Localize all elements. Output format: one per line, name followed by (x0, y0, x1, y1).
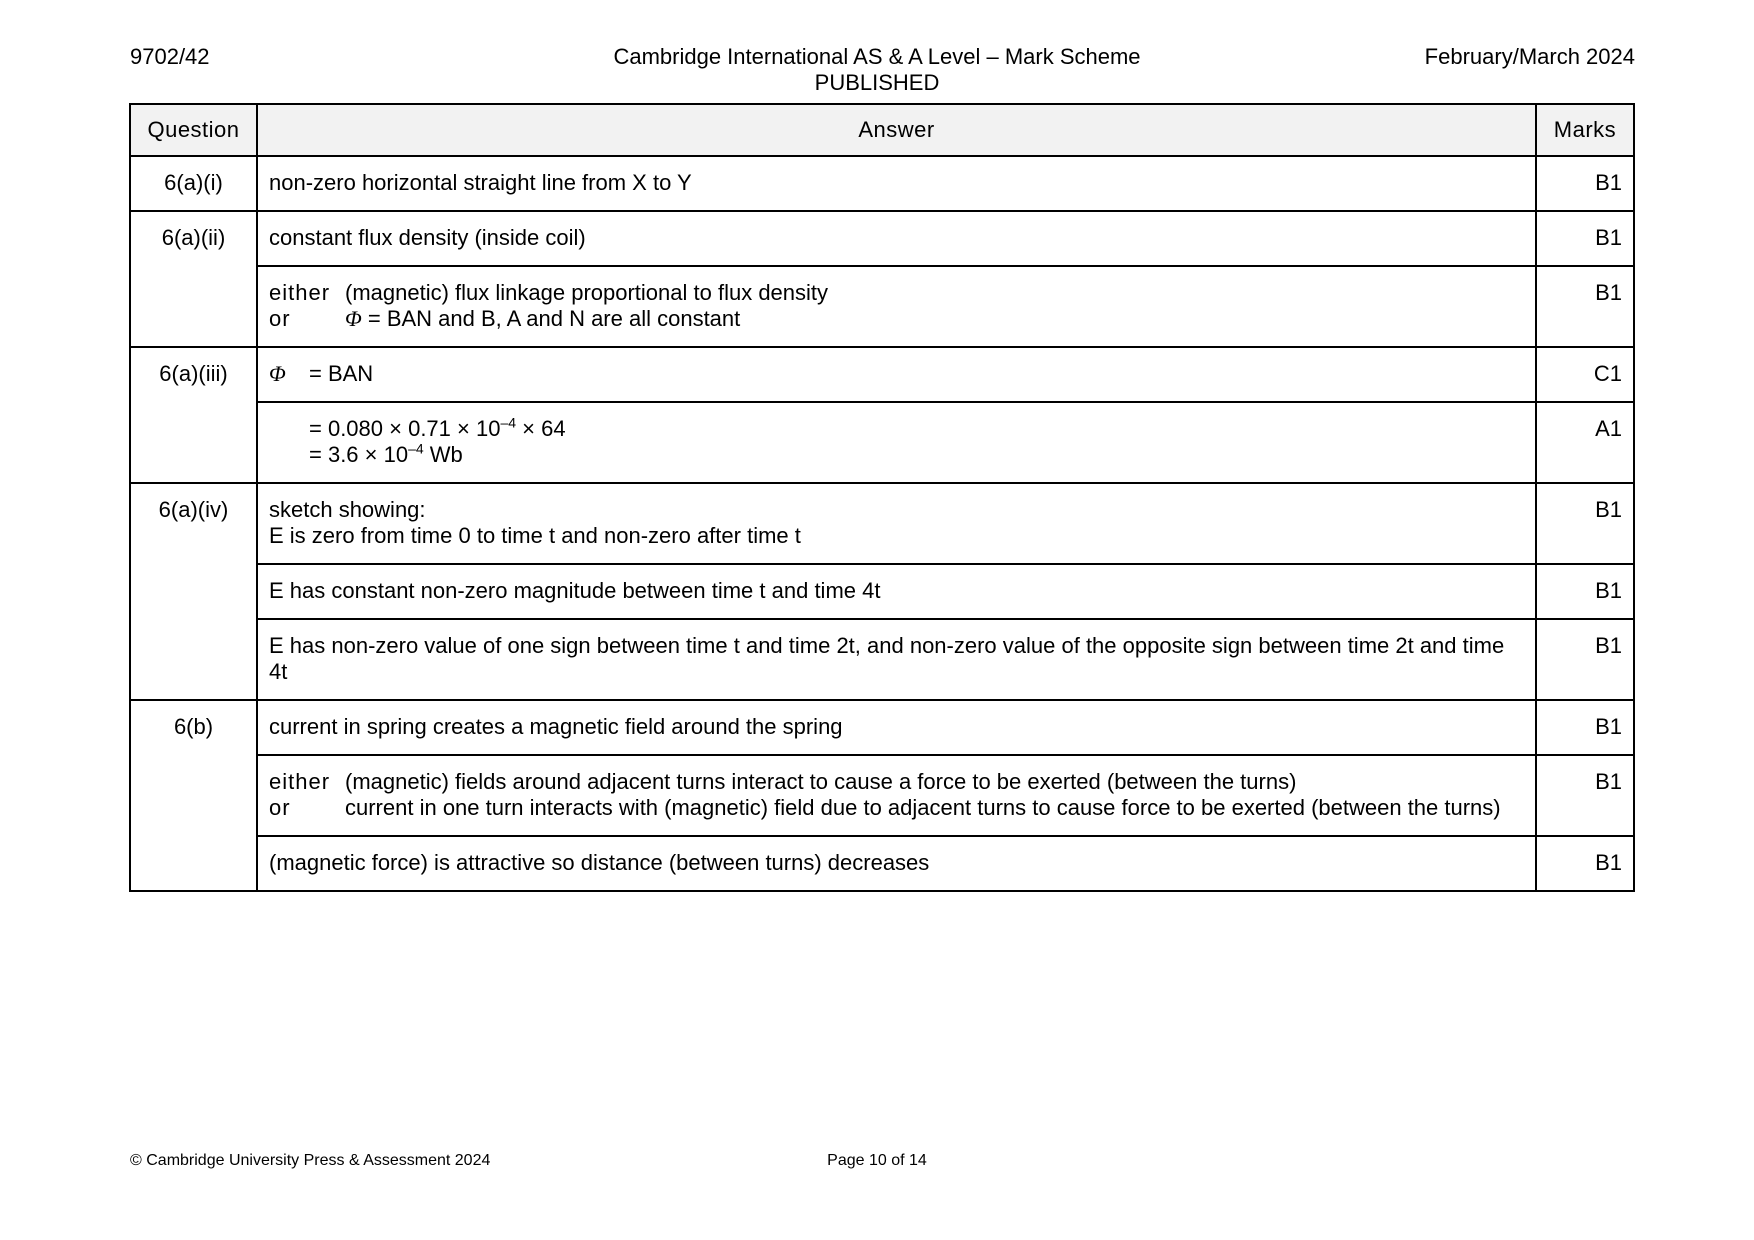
answer-cell: (magnetic force) is attractive so distance (between turns) decreases (257, 836, 1536, 891)
phi-symbol: Φ (269, 361, 286, 386)
table-row (130, 564, 1634, 619)
question-number: 6(a)(iii) (130, 347, 257, 483)
phi-symbol: Φ (345, 306, 362, 331)
table-row (130, 619, 1634, 700)
mark-cell: A1 (1536, 402, 1634, 483)
answer-cell (257, 347, 1536, 402)
mark-cell: B1 (1536, 156, 1634, 211)
answer-line: E is zero from time 0 to time t and non-zero after time t (269, 523, 801, 548)
question-number: 6(a)(i) (130, 156, 257, 211)
mark-cell: C1 (1536, 347, 1634, 402)
calculation-line (269, 416, 1524, 442)
question-number: 6(a)(iv) (130, 483, 257, 700)
mark-cell: B1 (1536, 836, 1634, 891)
or-text: current in one turn interacts with (magnetic) field due to adjacent turns to cause force to be exerted (between the turns) (345, 795, 1501, 820)
calc-part: × 64 (516, 416, 566, 441)
either-text: (magnetic) fields around adjacent turns interact to cause a force to be exerted (between the turns) (345, 769, 1297, 794)
marks-column-header: Marks (1536, 104, 1634, 156)
published-label: PUBLISHED (814, 70, 940, 95)
question-number: 6(a)(ii) (130, 211, 257, 347)
table-row (130, 266, 1634, 347)
either-label: either (269, 280, 331, 305)
table-row (130, 347, 1634, 402)
either-line (269, 769, 1524, 795)
calc-part: Wb (423, 442, 463, 467)
answer-cell: E has constant non-zero magnitude between time t and time 4t (257, 564, 1536, 619)
mark-cell: B1 (1536, 266, 1634, 347)
document-title-line: Cambridge International AS & A Level – Mark Scheme (613, 44, 1141, 69)
answer-cell (257, 266, 1536, 347)
mark-scheme-table (129, 103, 1635, 892)
mark-cell: B1 (1536, 755, 1634, 836)
either-label: either (269, 769, 331, 794)
mark-cell: B1 (1536, 700, 1634, 755)
equation-text: = BAN (309, 361, 374, 386)
or-label: or (269, 795, 291, 820)
answer-cell (257, 402, 1536, 483)
exam-session: February/March 2024 (1424, 44, 1635, 69)
table-row (130, 156, 1634, 211)
table-row (130, 836, 1634, 891)
table-row (130, 755, 1634, 836)
copyright-notice: © Cambridge University Press & Assessment 2024 (130, 1152, 491, 1169)
mark-cell: B1 (1536, 483, 1634, 564)
or-text (345, 306, 1524, 332)
page-number: Page 10 of 14 (827, 1152, 927, 1169)
mark-cell: B1 (1536, 211, 1634, 266)
answer-cell: constant flux density (inside coil) (257, 211, 1536, 266)
exponent: –4 (500, 414, 517, 431)
calc-part: = 3.6 × 10 (309, 442, 409, 467)
question-number: 6(b) (130, 700, 257, 891)
table-row (130, 402, 1634, 483)
table-row (130, 211, 1634, 266)
mark-cell: B1 (1536, 564, 1634, 619)
calc-part: = 0.080 × 0.71 × 10 (309, 416, 501, 441)
syllabus-code: 9702/42 (130, 44, 210, 69)
or-text-body: = BAN and B, A and N are all constant (361, 306, 741, 331)
answer-cell (257, 483, 1536, 564)
mark-cell: B1 (1536, 619, 1634, 700)
question-column-header: Question (130, 104, 257, 156)
answer-cell: E has non-zero value of one sign between time t and time 2t, and non-zero value of the opposite sign between time 2t and time 4t (257, 619, 1536, 700)
answer-line: sketch showing: (269, 497, 426, 522)
exponent: –4 (408, 440, 424, 457)
answer-column-header: Answer (257, 104, 1536, 156)
or-label: or (269, 306, 291, 331)
or-line (269, 306, 1524, 332)
result-line (269, 442, 1524, 468)
or-line (269, 795, 1524, 821)
table-header-row (130, 104, 1634, 156)
answer-cell (257, 755, 1536, 836)
either-text: (magnetic) flux linkage proportional to flux density (345, 280, 829, 305)
answer-cell: current in spring creates a magnetic field around the spring (257, 700, 1536, 755)
equation-line (269, 361, 1524, 387)
either-line (269, 280, 1524, 306)
table-row (130, 483, 1634, 564)
table-row (130, 700, 1634, 755)
answer-cell: non-zero horizontal straight line from X to Y (257, 156, 1536, 211)
